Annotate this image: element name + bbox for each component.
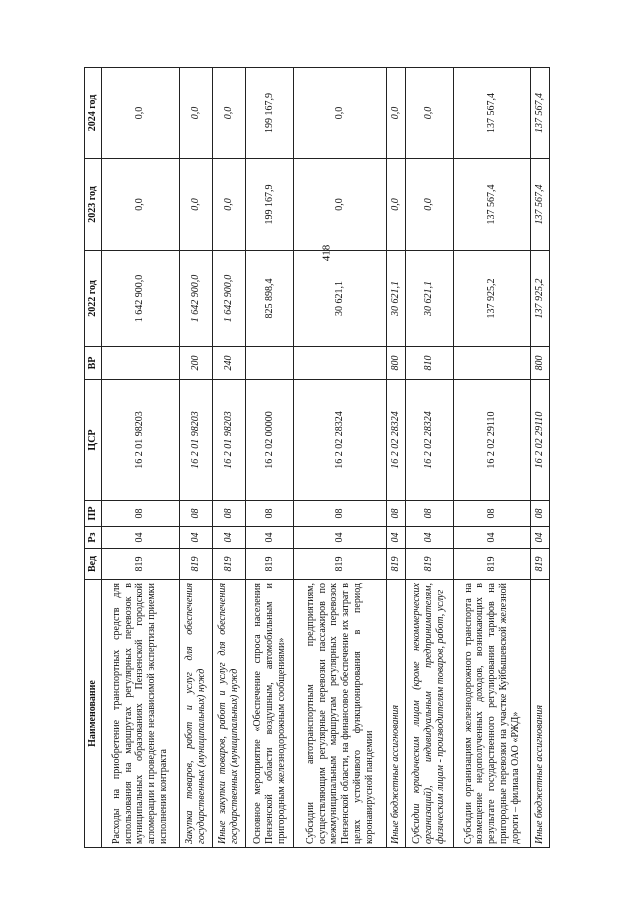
row-csr: 16 2 02 28324: [405, 380, 453, 501]
row-csr: 16 2 02 29110: [453, 380, 531, 501]
header-2024: 2024 год: [85, 68, 102, 159]
header-csr: ЦСР: [85, 380, 102, 501]
row-name: Иные бюджетные ассигнования: [386, 580, 405, 848]
row-name: Основное мероприятие «Обеспечение спроса населения Пензенской области воздушным, автомобильным и пригородным железнодорожным сообщениями»: [246, 580, 294, 848]
row-csr: 16 2 02 29110: [531, 380, 550, 501]
row-csr: 16 2 01 98203: [102, 380, 180, 501]
row-name: Иные закупки товаров, работ и услуг для обеспечения государственных (муниципальных) нужд: [213, 580, 246, 848]
row-2024: 137 567,4: [531, 68, 550, 159]
row-2023: 137 567,4: [453, 159, 531, 251]
row-name: Расходы на приобретение транспортных средств для использования на маршрутах регулярных перевозок в муниципальных образованиях Пензенской городской агломерации и проведение независимой экспертизы приемки исполнения контракта: [102, 580, 180, 848]
row-2024: 0,0: [405, 68, 453, 159]
row-vr: [102, 347, 180, 380]
row-2024: 0,0: [294, 68, 387, 159]
row-2022: 137 925,2: [453, 251, 531, 347]
row-pr: 08: [294, 501, 387, 527]
row-ved: 819: [102, 549, 180, 580]
row-pr: 08: [531, 501, 550, 527]
row-2022: 30 621,1: [386, 251, 405, 347]
row-vr: 240: [213, 347, 246, 380]
row-pr: 08: [213, 501, 246, 527]
row-ved: 819: [405, 549, 453, 580]
row-ved: 819: [294, 549, 387, 580]
row-2023: 199 167,9: [246, 159, 294, 251]
row-vr: [453, 347, 531, 380]
row-pr: 08: [453, 501, 531, 527]
row-rz: 04: [179, 527, 212, 549]
row-2024: 0,0: [213, 68, 246, 159]
row-ved: 819: [453, 549, 531, 580]
row-2023: 0,0: [102, 159, 180, 251]
row-ved: 819: [179, 549, 212, 580]
row-rz: 04: [102, 527, 180, 549]
row-2022: 30 621,1: [405, 251, 453, 347]
row-pr: 08: [405, 501, 453, 527]
row-vr: 800: [531, 347, 550, 380]
row-ved: 819: [386, 549, 405, 580]
row-name: Субсидии автотранспортным предприятиям, осуществляющим регулярные перевозки пассажиров по межмуниципальным маршрутам регулярных перевозок Пензенской области, на финансовое обеспечение их затрат в целях устойчивого функционирования в период коронавирусной пандемии: [294, 580, 387, 848]
row-csr: 16 2 02 28324: [294, 380, 387, 501]
row-ved: 819: [531, 549, 550, 580]
row-name: Закупка товаров, работ и услуг для обеспечения государственных (муниципальных) нужд: [179, 580, 212, 848]
table-row: [386, 68, 405, 848]
row-rz: 04: [246, 527, 294, 549]
row-2024: 199 167,9: [246, 68, 294, 159]
row-2024: 0,0: [179, 68, 212, 159]
table-row: [246, 68, 294, 848]
table-header-row: [85, 68, 102, 848]
row-rz: 04: [531, 527, 550, 549]
row-2023: 0,0: [294, 159, 387, 251]
row-2022: 30 621,1: [294, 251, 387, 347]
header-pr: ПР: [85, 501, 102, 527]
budget-table: [84, 67, 550, 848]
row-pr: 08: [386, 501, 405, 527]
table-body: [102, 68, 550, 848]
row-name: Субсидии юридическим лицам (кроме некоммерческих организаций), индивидуальным предпринимателям, физическим лицам - производителям товаров, работ, услуг: [405, 580, 453, 848]
row-2022: 1 642 900,0: [213, 251, 246, 347]
table-row: [405, 68, 453, 848]
row-rz: 04: [453, 527, 531, 549]
header-vr: ВР: [85, 347, 102, 380]
rotated-table-container: [84, 68, 550, 848]
row-csr: 16 2 01 98203: [179, 380, 212, 501]
header-2022: 2022 год: [85, 251, 102, 347]
row-rz: 04: [405, 527, 453, 549]
row-vr: 810: [405, 347, 453, 380]
row-pr: 08: [179, 501, 212, 527]
row-vr: [294, 347, 387, 380]
row-name: Иные бюджетные ассигнования: [531, 580, 550, 848]
row-rz: 04: [386, 527, 405, 549]
header-name: Наименование: [85, 580, 102, 848]
row-2023: 0,0: [213, 159, 246, 251]
row-vr: 800: [386, 347, 405, 380]
row-2023: 0,0: [405, 159, 453, 251]
row-rz: 04: [213, 527, 246, 549]
table-row: [213, 68, 246, 848]
row-2022: 1 642 900,0: [102, 251, 180, 347]
row-2024: 137 567,4: [453, 68, 531, 159]
row-ved: 819: [246, 549, 294, 580]
header-rz: Рз: [85, 527, 102, 549]
table-row: [102, 68, 180, 848]
row-2022: 1 642 900,0: [179, 251, 212, 347]
row-pr: 08: [102, 501, 180, 527]
row-pr: 08: [246, 501, 294, 527]
row-ved: 819: [213, 549, 246, 580]
row-vr: [246, 347, 294, 380]
row-name: Субсидии организациям железнодорожного транспорта на возмещение недополученных доходов, возникающих в результате государственного регулирования тарифов на пригородные перевозки на участке Куйбышевской железной дороги – филиала ОАО «РЖД»: [453, 580, 531, 848]
row-2024: 0,0: [102, 68, 180, 159]
row-2023: 0,0: [386, 159, 405, 251]
table-row: [531, 68, 550, 848]
row-rz: 04: [294, 527, 387, 549]
row-csr: 16 2 02 28324: [386, 380, 405, 501]
row-2024: 0,0: [386, 68, 405, 159]
table-row: [294, 68, 387, 848]
row-vr: 200: [179, 347, 212, 380]
row-2023: 137 567,4: [531, 159, 550, 251]
row-csr: 16 2 01 98203: [213, 380, 246, 501]
row-2022: 825 898,4: [246, 251, 294, 347]
table-row: [453, 68, 531, 848]
header-2023: 2023 год: [85, 159, 102, 251]
table-row: [179, 68, 212, 848]
row-2022: 137 925,2: [531, 251, 550, 347]
header-ved: Вед: [85, 549, 102, 580]
row-csr: 16 2 02 00000: [246, 380, 294, 501]
row-2023: 0,0: [179, 159, 212, 251]
page-number: 418: [320, 244, 333, 262]
